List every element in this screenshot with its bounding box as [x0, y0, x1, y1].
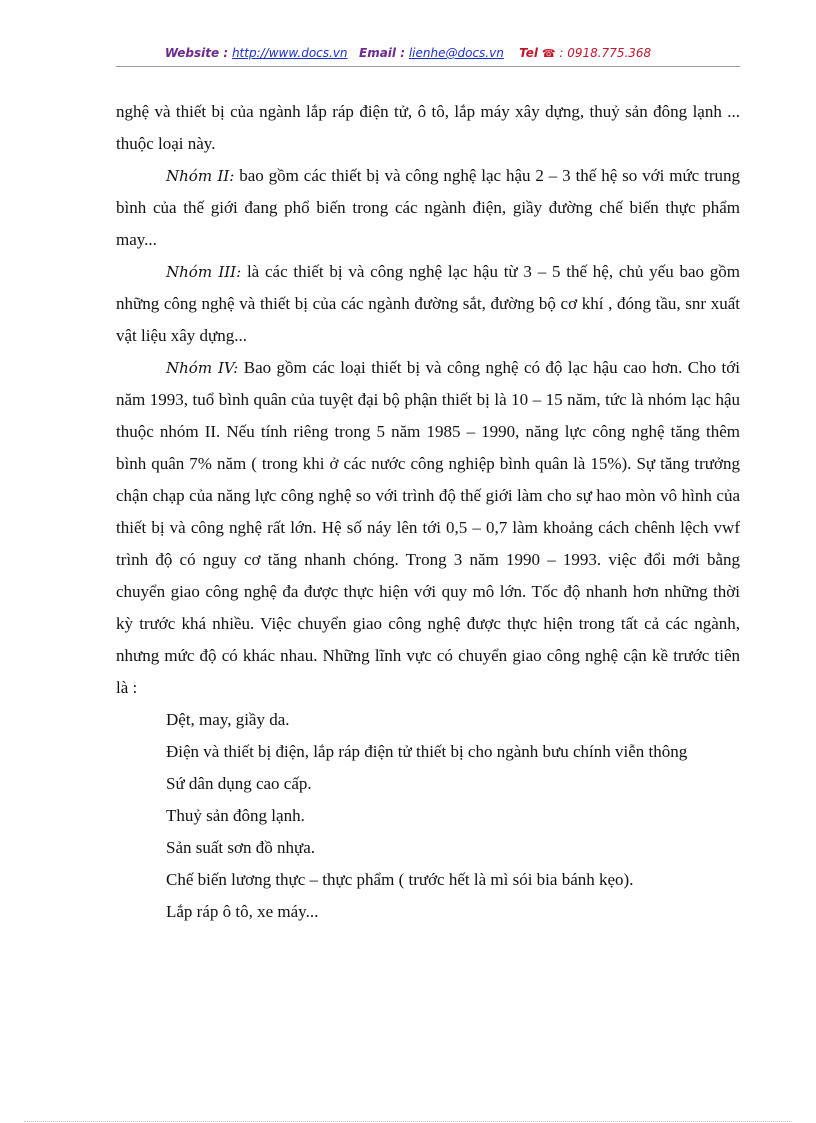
email-link[interactable]: lienhe@docs.vn: [408, 46, 504, 60]
phone-icon: ☎: [541, 47, 556, 60]
paragraph-continuation: nghệ và thiết bị của ngành lắp ráp điện tử, ô tô, lắp máy xây dựng, thuỷ sản đông lạnh ... thuộc loại này.: [116, 102, 740, 153]
email-label: Email :: [359, 46, 406, 60]
footer-divider: [24, 1121, 792, 1122]
list-item: Dệt, may, giầy da.: [166, 710, 290, 729]
paragraph-group-3: [116, 256, 740, 352]
paragraph-group-2: [116, 160, 740, 256]
group-4-text: Bao gồm các loại thiết bị và công nghệ có độ lạc hậu cao hơn. Cho tới năm 1993, tuổ bình quân của tuyệt đại bộ phận thiết bị là 10 – 15 năm, tức là nhóm lạc hậu thuộc nhóm II. Nếu tính riêng trong 5 năm 1985 – 1990, năng lực công nghệ tăng thêm bình quân 7% năm ( trong khi ở các nước công nghiệp bình quân là 15%). Sự tăng trưởng chận chạp của năng lực công nghệ so với trình độ thế giới làm cho sự hao mòn vô hình của thiết bị và công nghệ rất lớn. Hệ số náy lên tới 0,5 – 0,7 làm khoảng cách chênh lệch vwf trình độ có nguy cơ tăng nhanh chóng. Trong 3 năm 1990 – 1993. việc đổi mới bằng chuyển giao công nghệ đa được thực hiện với quy mô lớn. Tốc độ nhanh hơn những thời kỳ trước khá nhiều. Việc chuyển giao công nghệ được thực hiện trong tất cả các ngành, nhưng mức độ có khác nhau. Những lĩnh vực có chuyển giao công nghệ cận kề trước tiên là :: [116, 358, 740, 697]
list-item: Sản suất sơn đồ nhựa.: [166, 838, 315, 857]
group-2-label: Nhóm II:: [166, 167, 235, 185]
list-item: Thuỷ sản đông lạnh.: [166, 806, 305, 825]
website-link[interactable]: http://www.docs.vn: [231, 46, 348, 60]
header-divider: [116, 66, 740, 67]
group-3-label: Nhóm III:: [166, 263, 242, 281]
group-3-text: là các thiết bị và công nghệ lạc hậu từ 3 – 5 thế hệ, chủ yếu bao gồm những công nghệ và thiết bị của các ngành đường sắt, đường bộ cơ khí , đóng tầu, snr xuất vật liệu xây dựng...: [116, 262, 741, 345]
list-item: Lắp ráp ô tô, xe máy...: [166, 902, 319, 921]
group-2-text: bao gồm các thiết bị và công nghệ lạc hậu 2 – 3 thế hệ so với mức trung bình của thế giới đang phổ biến trong các ngành điện, giầy đường chế biến thực phẩm may...: [116, 166, 740, 249]
page-header: [0, 46, 816, 60]
document-body: [116, 96, 740, 928]
list-item: Chế biến lương thực – thực phẩm ( trước hết là mì sói bia bánh kẹo).: [166, 870, 634, 889]
list-item: Điện và thiết bị điện, lắp ráp điện tử thiết bị cho ngành bưu chính viễn thông: [166, 742, 688, 761]
tel-number: : 0918.775.368: [559, 46, 652, 60]
group-4-label: Nhóm IV:: [166, 359, 239, 377]
tel-label: Tel: [519, 46, 538, 60]
paragraph-group-4: [116, 352, 740, 704]
list-item: Sứ dân dụng cao cấp.: [166, 774, 312, 793]
website-label: Website :: [164, 46, 229, 60]
